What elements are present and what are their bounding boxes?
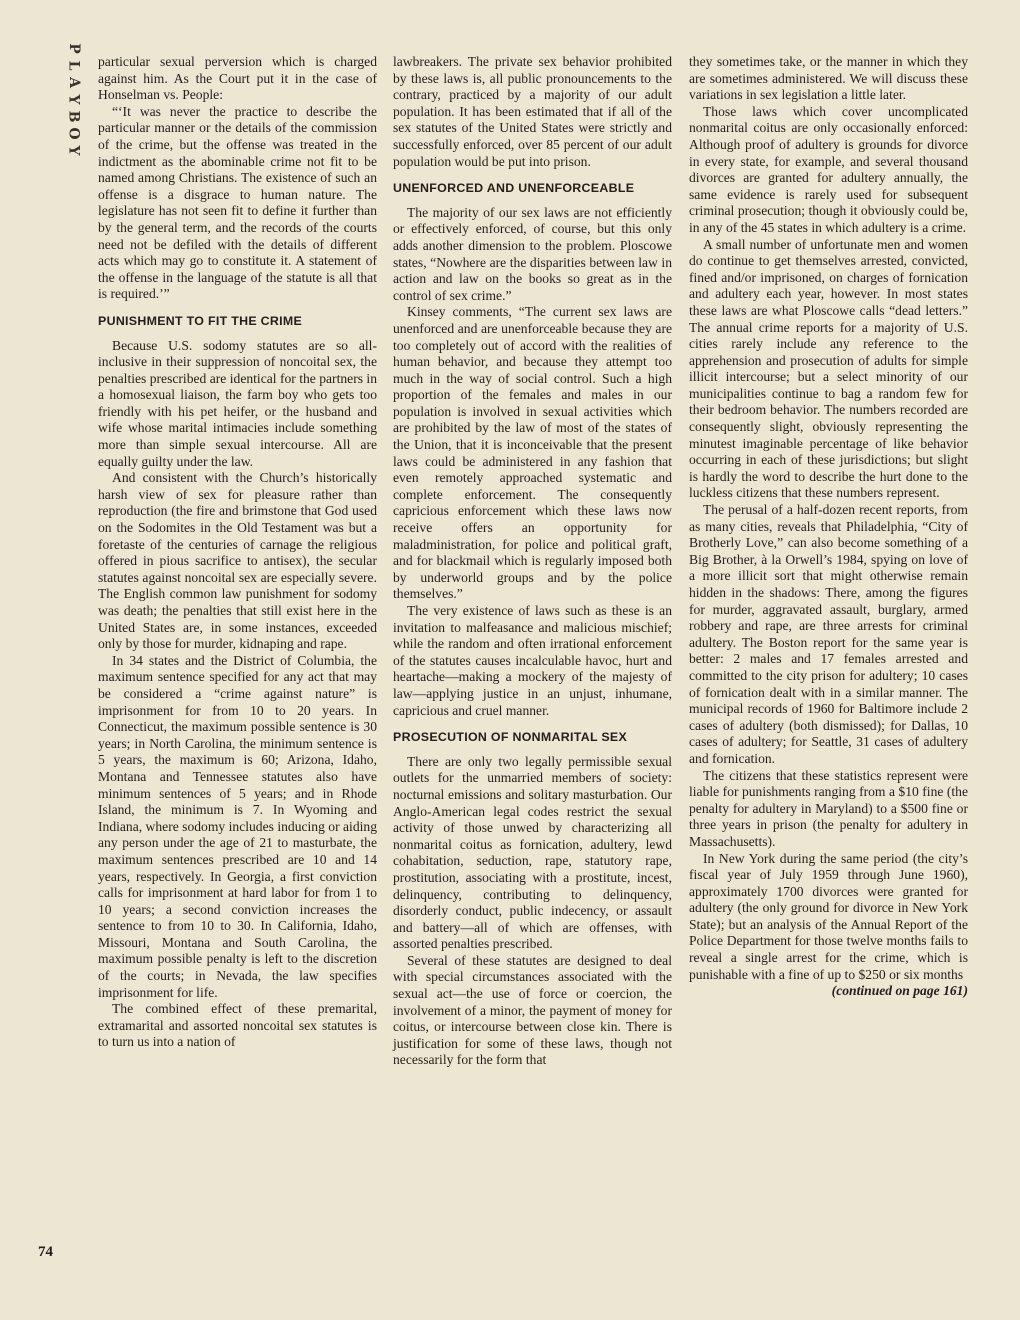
- column-2: [393, 54, 672, 1069]
- paragraph: In New York during the same period (the city’s fiscal year of July 1959 through June 1960), approximately 1700 divorces were granted for adultery (the only ground for divorce in New York State); but an analysis of the Annual Report of the Police Department for those twelve months fails to reveal a single arrest for the crime, which is punishable with a fine of up to $250 or six months: [689, 850, 968, 982]
- paragraph: particular sexual perversion which is charged against him. As the Court put it in the case of Honselman vs. People:: [98, 54, 377, 103]
- masthead-letter: A: [65, 77, 82, 88]
- paragraph: The citizens that these statistics represent were liable for punishments ranging from a $10 fine (the penalty for adultery in Maryland) to a $500 fine or three years in prison (the penalty for adultery in Massachusetts).: [689, 767, 968, 849]
- paragraph: Those laws which cover uncomplicated nonmarital coitus are only occasionally enforced: Although proof of adultery is grounds for divorce in every state, for example, and several thousand divorces are granted for adultery annually, the same evidence is rarely used for subsequent criminal prosecution; though it obviously could be, in any of the 45 states in which adultery is a crime.: [689, 103, 968, 235]
- paragraph: The very existence of laws such as these is an invitation to malfeasance and malicious mischief; while the random and often irrational enforcement of the statutes causes incalculable havoc, hurt and heartache—making a mockery of the majesty of law—applying justice in an unjust, inhumane, capricious and cruel manner.: [393, 603, 672, 718]
- masthead-letter: Y: [65, 94, 82, 105]
- magazine-name: [60, 40, 86, 159]
- paragraph: Kinsey comments, “The current sex laws are unenforced and are unenforceable because they are too completely out of accord with the realities of human behavior, and because they attempt too much in the way of social control. Such a high proportion of the females and males in our population is involved in sexual activities which are prohibited by the law of most of the states of the Union, that it is inconceivable that the present laws could be administered in any fashion that even remotely approached systematic and complete enforcement. The consequently capricious enforcement which these laws now receive offers an opportunity for maladministration, for police and political graft, and for blackmail which is regularly imposed both by underworld groups and by the police themselves.”: [393, 304, 672, 602]
- paragraph: In 34 states and the District of Columbia, the maximum sentence specified for any act that may be considered a “crime against nature” is imprisonment for from 10 to 20 years. In Connecticut, the maximum possible sentence is 30 years; in North Carolina, the minimum sentence is 5 years, the maximum is 60; Arizona, Idaho, Montana and Tennessee statutes also have minimum sentences of 5 years; and in Rhode Island, the minimum is 7. In Wyoming and Indiana, where sodomy includes inducing or aiding any person under the age of 21 to masturbate, the maximum sentences prescribed are 10 and 14 years, respectively. In Georgia, a first conviction calls for imprisonment at hard labor for from 1 to 10 years; a second conviction increases the sentence to from 10 to 30. In California, Idaho, Missouri, Montana and South Carolina, the maximum possible penalty is left to the discretion of the courts; in Nevada, the law specifies imprisonment for life.: [98, 652, 377, 1000]
- masthead-letter: B: [65, 110, 82, 123]
- continued-note: (continued on page 161): [831, 983, 968, 999]
- masthead-letter: Y: [65, 145, 82, 156]
- paragraph: The perusal of a half-dozen recent reports, from as many cities, reveals that Philadelphia, “City of Brotherly Love,” can also become something of a Big Brother, à la Orwell’s 1984, spying on love of a more illicit sort that might otherwise remain hidden in the shadows: There, among the figures for murder, aggravated assault, burglary, armed robbery and rape, are three arrests for criminal adultery. The Boston report for the same year is better: 2 males and 17 females arrested and committed to the city prison for adultery; 10 cases of fornication dealt with in a similar manner. The municipal records of 1960 for Baltimore include 2 cases of adultery (both dismissed); for Dallas, 10 cases of adultery; for Seattle, 31 cases of adultery and fornication.: [689, 502, 968, 766]
- section-heading: PROSECUTION OF NONMARITAL SEX: [393, 730, 628, 745]
- paragraph: lawbreakers. The private sex behavior prohibited by these laws is, all public pronouncements to the contrary, practiced by a majority of our adult population. It has been estimated that if all of the sex statutes of the United States were strictly and successfully enforced, over 85 percent of our adult population would be put into prison.: [393, 54, 672, 169]
- paragraph: And consistent with the Church’s historically harsh view of sex for pleasure rather than reproduction (the fire and brimstone that God used on the Sodomites in the Old Testament was but a foretaste of the centuries of carnage the religious offered in pious sacrifice to antisex), the secular statutes against noncoital sex are especially severe. The English common law punishment for sodomy was death; the penalties that still exist here in the United States are, in some instances, exceeded only by those for murder, kidnaping and rape.: [98, 470, 377, 652]
- paragraph: The combined effect of these premarital, extramarital and assorted noncoital sex statutes is to turn us into a nation of: [98, 1001, 377, 1050]
- paragraph: A small number of unfortunate men and women do continue to get themselves arrested, convicted, fined and/or imprisoned, on charges of fornication and adultery each year, however. In most states these laws are what Ploscowe calls “dead letters.” The annual crime reports for a majority of U.S. cities rarely include any reference to the apprehension and prosecution of adults for simple illicit intercourse; but a select minority of our municipalities continue to bag a random few for their bedroom behavior. The numbers recorded are consequently slight, obviously representing the minutest imaginable percentage of like behavior occurring in each of these jurisdictions; but slight is hardly the word to describe the hurt done to the luckless citizens that these numbers represent.: [689, 236, 968, 501]
- paragraph: Because U.S. sodomy statutes are so all-inclusive in their suppression of noncoital sex, the penalties prescribed are identical for the partners in a homosexual liaison, the farm boy who gets too friendly with his pet heifer, or the husband and wife whose marital intimacies include something more than simple sexual intercourse. All are equally guilty under the law.: [98, 337, 377, 469]
- paragraph: Several of these statutes are designed to deal with special circumstances associated with the sexual act—the use of force or coercion, the involvement of a minor, the payment of money for coitus, or intercourse between close kin. There is justification for some of these laws, though not necessarily for the form that: [393, 952, 672, 1068]
- page-number: 74: [38, 1244, 53, 1260]
- masthead-letter: L: [65, 60, 82, 71]
- masthead-letter: P: [65, 43, 82, 54]
- section-heading: PUNISHMENT TO FIT THE CRIME: [98, 313, 303, 328]
- column-3: [689, 54, 968, 1000]
- paragraph: “‘It was never the practice to describe the particular manner or the details of the commission of the crime, but the offense was treated in the indictment as the abominable crime not fit to be named among Christians. The existence of such an offense is a disgrace to human nature. The legislature has not seen fit to define it further than by the general term, and the records of the courts need not be defiled with the details of different acts which may go to constitute it. A statement of the offense in the language of the statute is all that is required.’”: [98, 103, 377, 302]
- column-1: [98, 54, 377, 1051]
- paragraph: There are only two legally permissible sexual outlets for the unmarried members of society: nocturnal emissions and solitary masturbation. Our Anglo-American legal codes restrict the sexual activity of those unwed by characterizing all nonmarital coitus as fornication, adultery, lewd cohabitation, seduction, rape, statutory rape, prostitution, associating with a prostitute, incest, delinquency, contributing to delinquency, disorderly conduct, public indecency, or assault and battery—all of which are offenses, with assorted penalties prescribed.: [393, 753, 672, 952]
- paragraph: they sometimes take, or the manner in which they are sometimes administered. We will discuss these variations in sex legislation a little later.: [689, 54, 968, 103]
- paragraph: The majority of our sex laws are not efficiently or effectively enforced, of course, but this only adds another dimension to the problem. Ploscowe states, “Nowhere are the disparities between law in action and law on the books so great as in the control of sex crime.”: [393, 204, 672, 303]
- section-heading: UNENFORCED AND UNENFORCEABLE: [393, 181, 635, 196]
- masthead-letter: O: [65, 127, 82, 140]
